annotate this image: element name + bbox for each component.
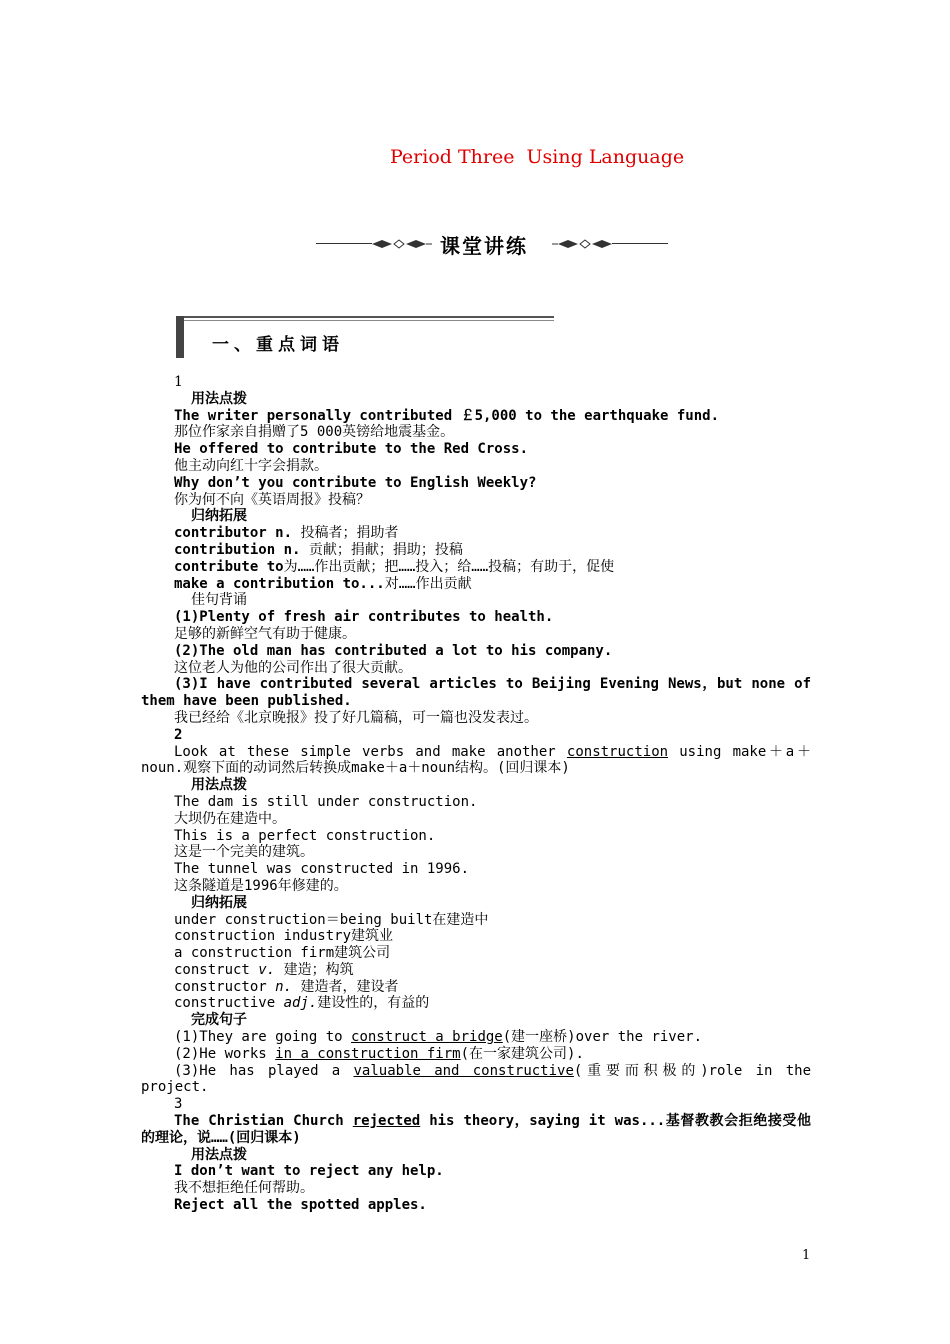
label-expand: 归纳拓展 — [191, 894, 247, 911]
example-zh: 这条隧道是1996年修建的。 — [174, 877, 348, 894]
expansion-term: contribute to — [174, 558, 284, 575]
exercise-text: (在一家建筑公司). — [460, 1045, 584, 1062]
exercise-text: (2)He works — [174, 1045, 276, 1062]
example-zh: 你为何不向《英语周报》投稿？ — [174, 491, 370, 508]
sentence-en: (3)I have contributed several articles to Beijing Evening News，but none of them have been published. — [141, 676, 820, 710]
diamond-ornament-left-icon — [372, 237, 432, 251]
exercise-answer: construct a bridge — [351, 1029, 503, 1046]
example-en: The dam is still under construction. — [174, 793, 478, 810]
exercise-text: (建一座桥)over the river. — [502, 1029, 703, 1046]
banner-left-line — [316, 243, 372, 244]
label-expand: 归纳拓展 — [191, 508, 247, 525]
sentence-zh: 这位老人为他的公司作出了很大贡献。 — [174, 659, 412, 676]
document-body — [141, 374, 820, 1214]
expansion-line — [141, 979, 811, 996]
exercise-line — [141, 1062, 820, 1097]
example-zh: 他主动向红十字会捐款。 — [174, 457, 328, 474]
example-en: I don’t want to reject any help. — [174, 1163, 444, 1180]
intro-text: The Christian Church — [174, 1113, 353, 1130]
item-number: 2 — [174, 726, 183, 743]
example-en: This is a perfect construction. — [174, 827, 436, 844]
section-rule — [184, 316, 554, 318]
expansion-line — [141, 962, 811, 979]
part-of-speech: adj. — [283, 995, 318, 1012]
expansion-line: a construction firm建筑公司 — [174, 945, 391, 962]
label-usage: 用法点拨 — [191, 777, 247, 794]
expansion-term: construct — [174, 961, 259, 978]
example-zh: 大坝仍在建造中。 — [174, 810, 286, 827]
intro-text: Look at these simple verbs and make another — [174, 743, 567, 760]
exercise-line — [141, 1029, 811, 1046]
exercise-answer: valuable and constructive — [353, 1062, 574, 1079]
sentence-zh: 我已经给《北京晚报》投了好几篇稿，可一篇也没发表过。 — [174, 709, 538, 726]
exercise-text: (重要而积极的)role in the project. — [141, 1062, 820, 1096]
example-en: Why don’t you contribute to English Weekly? — [174, 474, 537, 491]
intro-text: using make＋a＋noun.观察下面的动词然后转换成make＋a＋noun结构。(回归课本) — [141, 743, 811, 777]
example-zh: 那位作家亲自捐赠了5 000英镑给地震基金。 — [174, 424, 455, 441]
example-en: The writer personally contributed ￡5,000 to the earthquake fund. — [174, 407, 720, 424]
part-of-speech: v. — [258, 961, 276, 978]
intro-text: his theory，saying it was...基督教教会拒绝接受他的理论，说……(回归课本) — [141, 1113, 811, 1146]
section-header — [176, 314, 554, 358]
expansion-line: construction industry建筑业 — [174, 928, 394, 945]
section-heading: 一、重点词语 — [212, 335, 344, 355]
expansion-term: make a contribution to... — [174, 575, 385, 592]
sentence-zh: 足够的新鲜空气有助于健康。 — [174, 625, 356, 642]
expansion-line — [141, 542, 811, 559]
expansion-meaning: 建造；构筑 — [275, 961, 354, 978]
exercise-line — [141, 1046, 811, 1063]
section-banner — [316, 230, 668, 258]
banner-text: 课堂讲练 — [440, 234, 528, 258]
intro-keyword: rejected — [352, 1113, 421, 1130]
expansion-term: constructor — [174, 978, 276, 995]
expansion-term: contribution n. — [174, 541, 301, 558]
expansion-line — [141, 576, 811, 593]
expansion-line — [141, 559, 811, 576]
item-number: 3 — [174, 1096, 183, 1113]
expansion-term: constructive — [174, 995, 284, 1012]
section-bar — [176, 316, 184, 358]
expansion-meaning: 投稿者；捐助者 — [292, 525, 399, 542]
expansion-line — [141, 525, 811, 542]
label-usage: 用法点拨 — [191, 1146, 247, 1163]
expansion-meaning: 对……作出贡献 — [384, 575, 472, 592]
example-en: The tunnel was constructed in 1996. — [174, 861, 470, 878]
label-complete: 完成句子 — [191, 1012, 247, 1029]
item-intro — [141, 1113, 811, 1147]
label-sentence: 佳句背诵 — [191, 592, 247, 609]
exercise-text: (3)He has played a — [174, 1062, 354, 1079]
exercise-answer: in a construction firm — [275, 1045, 461, 1062]
item-intro — [141, 744, 811, 778]
sentence-en: (1)Plenty of fresh air contributes to health. — [174, 609, 554, 626]
intro-keyword: construction — [566, 743, 669, 760]
expansion-meaning: 建设性的，有益的 — [317, 995, 430, 1012]
section-rule-thin — [184, 320, 554, 321]
example-en: He offered to contribute to the Red Cross. — [174, 441, 529, 458]
part-of-speech: n. — [275, 978, 293, 995]
item-number: 1 — [174, 374, 183, 390]
sentence-en: (2)The old man has contributed a lot to his company. — [174, 642, 613, 659]
example-zh: 我不想拒绝任何帮助。 — [174, 1180, 314, 1197]
diamond-ornament-right-icon — [552, 237, 612, 251]
exercise-text: (1)They are going to — [174, 1029, 352, 1046]
banner-right-line — [612, 243, 668, 244]
label-usage: 用法点拨 — [191, 390, 247, 407]
page-number: 1 — [802, 1248, 811, 1263]
example-en: Reject all the spotted apples. — [174, 1197, 427, 1214]
expansion-meaning: 为……作出贡献；把……投入；给……投稿；有助于，促使 — [283, 558, 615, 575]
expansion-meaning: 贡献；捐献；捐助；投稿 — [300, 541, 463, 558]
page-title: Period Three Using Language — [390, 146, 685, 168]
expansion-line: under construction＝being built在建造中 — [174, 911, 489, 928]
expansion-meaning: 建造者，建设者 — [292, 978, 399, 995]
expansion-term: contributor n. — [174, 525, 293, 542]
expansion-line — [141, 995, 811, 1012]
example-zh: 这是一个完美的建筑。 — [174, 844, 314, 861]
